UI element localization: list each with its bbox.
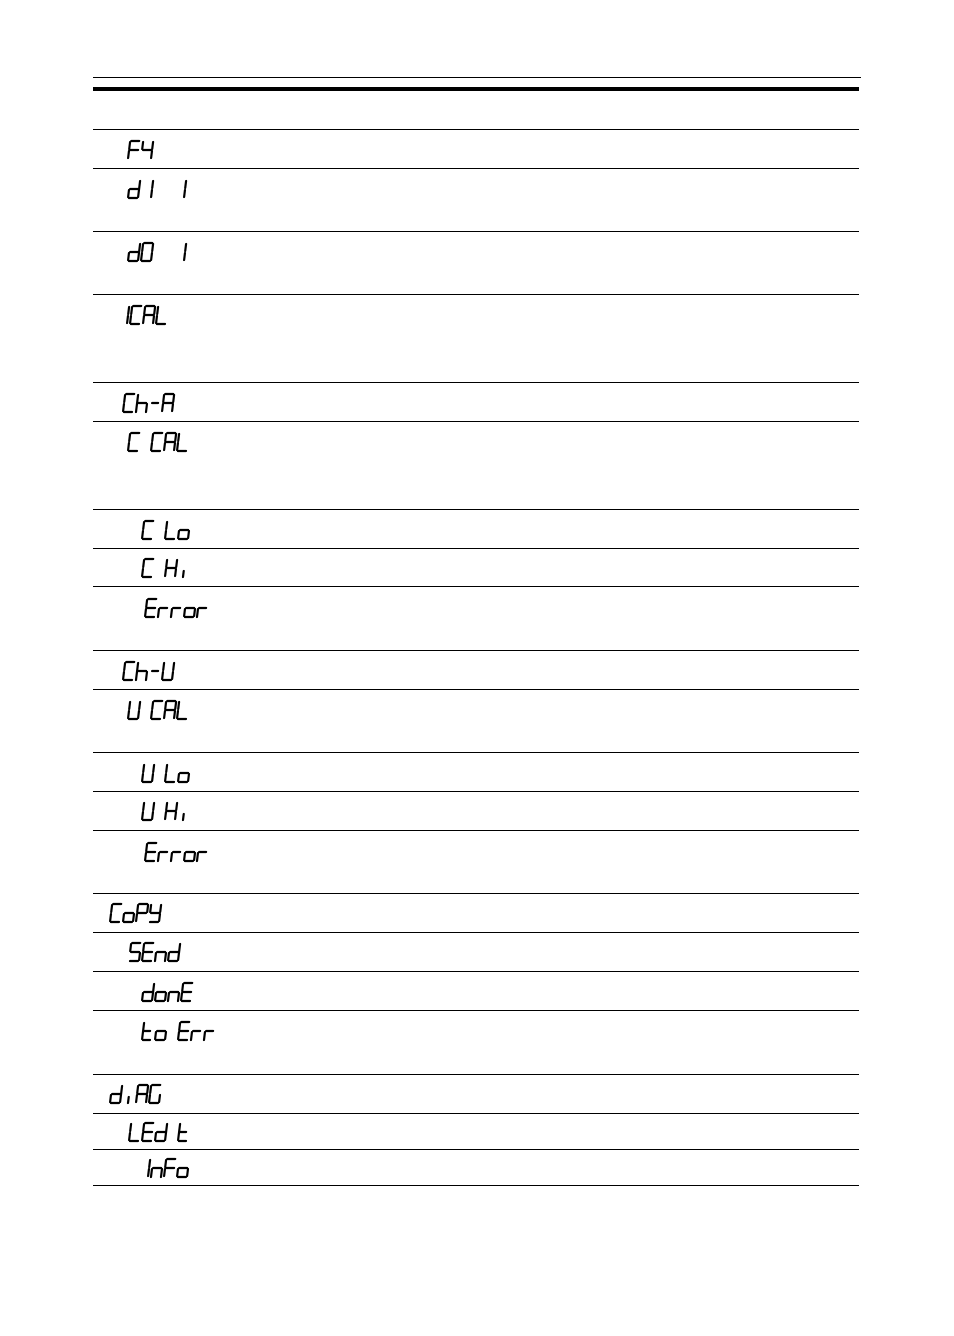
table-row-separator xyxy=(93,1149,859,1150)
segment-glyph xyxy=(136,663,148,680)
segment-glyph xyxy=(164,433,176,450)
segment-glyph xyxy=(127,307,129,323)
table-row-separator xyxy=(93,1185,859,1186)
segment-glyph xyxy=(129,1124,140,1141)
segment-glyph xyxy=(181,983,192,1001)
segment-glyph xyxy=(177,1168,188,1177)
segment-glyph xyxy=(136,1085,148,1102)
segment-glyph xyxy=(155,952,166,961)
menu-code xyxy=(142,761,195,787)
segment-glyph xyxy=(151,181,153,197)
seven-segment-display xyxy=(123,659,179,683)
segment-glyph xyxy=(128,702,140,719)
table-row-separator xyxy=(93,830,859,831)
menu-code xyxy=(128,430,194,456)
seven-segment-display xyxy=(128,177,191,201)
table-row-separator xyxy=(93,421,859,422)
segment-glyph xyxy=(142,521,153,539)
segment-glyph xyxy=(128,141,139,158)
seven-segment-display xyxy=(138,1156,194,1180)
table-row-separator xyxy=(93,231,859,232)
segment-glyph xyxy=(123,394,134,412)
seven-segment-display xyxy=(142,556,195,580)
segment-glyph xyxy=(155,1124,167,1141)
segment-glyph xyxy=(143,306,155,323)
seven-segment-display xyxy=(110,901,166,925)
seven-segment-display xyxy=(128,240,191,264)
menu-code xyxy=(145,840,214,866)
menu-code xyxy=(142,556,195,582)
segment-glyph xyxy=(128,244,140,261)
menu-code xyxy=(142,518,195,544)
segment-glyph xyxy=(156,307,167,324)
table-row-separator xyxy=(93,971,859,972)
segment-glyph xyxy=(149,1085,161,1103)
menu-code xyxy=(142,980,198,1006)
segment-glyph xyxy=(171,852,180,861)
segment-glyph xyxy=(177,702,188,719)
segment-glyph xyxy=(142,765,154,782)
segment-glyph xyxy=(177,434,188,451)
table-row-separator xyxy=(93,791,859,792)
seven-segment-display xyxy=(142,799,195,823)
segment-glyph xyxy=(184,608,195,617)
segment-glyph xyxy=(142,984,154,1001)
menu-code xyxy=(129,940,185,966)
seven-segment-display xyxy=(145,840,214,864)
segment-glyph xyxy=(149,905,161,922)
table-row-separator xyxy=(93,932,859,933)
segment-glyph xyxy=(164,1159,175,1176)
table-row-separator xyxy=(93,1010,859,1011)
segment-glyph xyxy=(184,852,195,861)
table-row-separator xyxy=(93,168,859,169)
menu-code xyxy=(142,1019,221,1045)
segment-glyph xyxy=(178,530,189,539)
segment-glyph xyxy=(141,243,153,261)
menu-code xyxy=(128,138,158,164)
table-row-separator xyxy=(93,1113,859,1114)
menu-code xyxy=(129,1120,195,1146)
segment-glyph xyxy=(168,992,179,1001)
segment-glyph xyxy=(204,1031,213,1040)
table-row-separator xyxy=(93,586,859,587)
segment-glyph xyxy=(110,1086,122,1103)
seven-segment-display xyxy=(142,980,198,1004)
seven-segment-display xyxy=(123,391,179,415)
table-row-separator xyxy=(93,294,859,295)
segment-glyph xyxy=(168,944,180,961)
segment-glyph xyxy=(155,1031,166,1040)
segment-glyph xyxy=(184,181,186,197)
menu-code xyxy=(123,391,179,417)
table-row-separator xyxy=(93,1074,859,1075)
menu-code xyxy=(110,1082,166,1108)
segment-glyph xyxy=(148,1160,150,1176)
segment-glyph xyxy=(197,852,206,861)
seven-segment-display xyxy=(128,430,194,454)
header-rule-thick xyxy=(93,87,859,91)
segment-glyph xyxy=(123,913,134,922)
segment-glyph xyxy=(197,608,206,617)
segment-glyph xyxy=(130,306,141,324)
seven-segment-display xyxy=(128,138,158,162)
table-row-separator xyxy=(93,752,859,753)
segment-glyph xyxy=(142,803,154,820)
segment-glyph xyxy=(162,663,174,680)
segment-glyph xyxy=(142,559,153,577)
menu-code xyxy=(117,303,173,329)
segment-glyph xyxy=(165,560,177,576)
menu-code xyxy=(123,659,179,685)
table-row-separator xyxy=(93,689,859,690)
seven-segment-display xyxy=(128,698,194,722)
segment-glyph xyxy=(178,1022,189,1040)
segment-glyph xyxy=(158,608,167,617)
table-row-separator xyxy=(93,548,859,549)
segment-glyph xyxy=(183,571,184,577)
segment-glyph xyxy=(178,1124,188,1141)
segment-glyph xyxy=(165,522,176,539)
segment-glyph xyxy=(165,765,176,782)
table-row-separator xyxy=(93,509,859,510)
menu-code xyxy=(128,240,191,266)
segment-glyph xyxy=(155,992,166,1001)
table-row-separator xyxy=(93,893,859,894)
segment-glyph xyxy=(191,1031,200,1040)
segment-glyph xyxy=(136,904,148,921)
seven-segment-display xyxy=(142,761,195,785)
segment-glyph xyxy=(142,1023,152,1040)
segment-glyph xyxy=(164,701,176,718)
segment-glyph xyxy=(183,814,184,820)
seven-segment-display xyxy=(110,1082,166,1106)
segment-glyph xyxy=(110,904,121,922)
menu-code xyxy=(142,799,195,825)
segment-glyph xyxy=(178,773,189,782)
seven-segment-display xyxy=(117,303,173,327)
segment-glyph xyxy=(128,1097,129,1103)
segment-glyph xyxy=(171,608,180,617)
seven-segment-display xyxy=(142,1019,221,1043)
segment-glyph xyxy=(129,943,141,961)
segment-glyph xyxy=(142,1123,153,1141)
segment-glyph xyxy=(141,142,153,158)
segment-glyph xyxy=(151,433,162,451)
segment-glyph xyxy=(165,803,177,819)
seven-segment-display xyxy=(129,940,185,964)
segment-glyph xyxy=(136,395,148,412)
seven-segment-display xyxy=(142,518,195,542)
seven-segment-display xyxy=(145,596,214,620)
segment-glyph xyxy=(162,394,174,411)
menu-code xyxy=(110,901,166,927)
table-row-separator xyxy=(93,129,859,130)
segment-glyph xyxy=(151,1168,162,1177)
header-rule-thin xyxy=(93,77,861,78)
segment-glyph xyxy=(123,662,134,680)
segment-glyph xyxy=(142,943,153,961)
segment-glyph xyxy=(128,181,140,198)
segment-glyph xyxy=(151,701,162,719)
table-row-separator xyxy=(93,382,859,383)
menu-code xyxy=(138,1156,194,1182)
menu-code xyxy=(145,596,214,622)
segment-glyph xyxy=(158,852,167,861)
table-row-separator xyxy=(93,650,859,651)
seven-segment-display xyxy=(129,1120,195,1144)
menu-code xyxy=(128,698,194,724)
segment-glyph xyxy=(184,244,186,260)
segment-glyph xyxy=(145,843,156,861)
segment-glyph xyxy=(145,599,156,617)
menu-code xyxy=(128,177,191,203)
segment-glyph xyxy=(128,433,139,451)
